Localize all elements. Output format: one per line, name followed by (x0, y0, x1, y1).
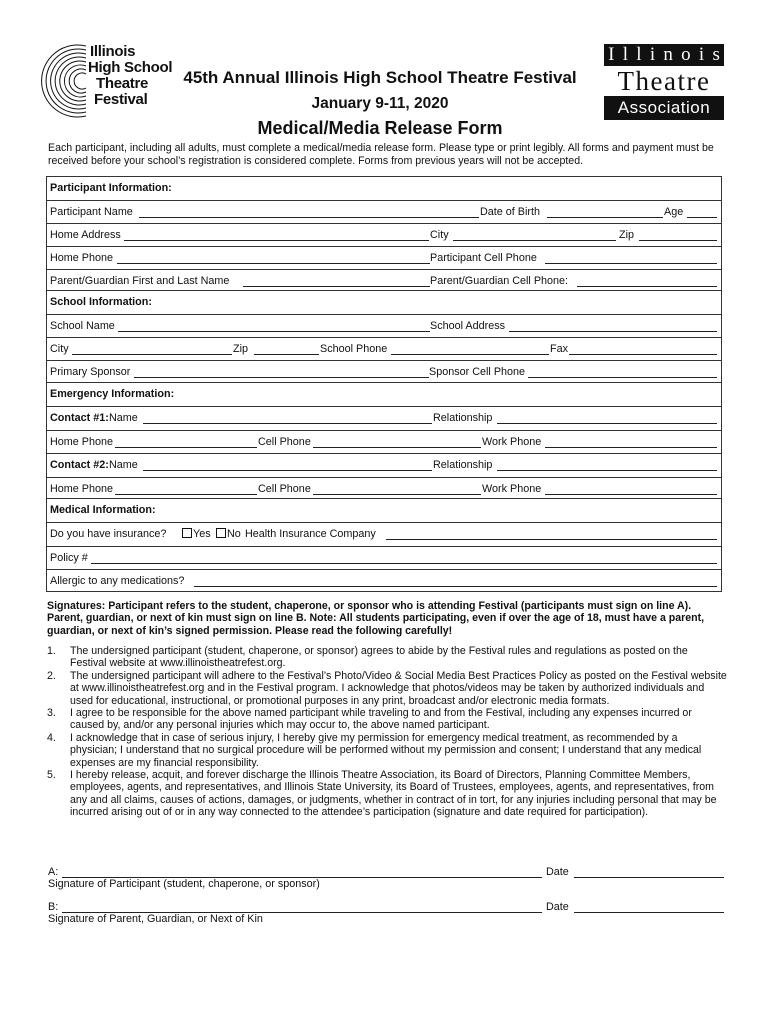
term-item (47, 670, 727, 707)
home-phone-field[interactable] (117, 263, 430, 264)
ita-letter: n (663, 44, 673, 65)
contact1-relationship-label: Relationship (433, 412, 493, 424)
ita-letter: o (681, 44, 691, 65)
contact2-phones-row (47, 477, 721, 500)
sig-b-caption: Signature of Parent, Guardian, or Next of Kin (48, 913, 263, 925)
emergency-header: Emergency Information: (50, 388, 175, 400)
yes-label: Yes (193, 528, 211, 540)
term-item (47, 645, 727, 670)
home-address-label: Home Address (50, 229, 121, 241)
festival-title: 45th Annual Illinois High School Theatre Festival (183, 68, 577, 87)
school-phone-label: School Phone (320, 343, 388, 355)
contact1-name-label: Name (109, 412, 138, 424)
ita-logo-illinois (604, 44, 724, 66)
contact1-phones-row (47, 430, 721, 453)
policy-row (47, 546, 721, 569)
contact1-work-phone-label: Work Phone (482, 436, 542, 448)
term-text: I acknowledge that in case of serious injury, I hereby give my permission for emergency medical treatment, as recommended by a physician; I understand that no surgical procedure will be performed without my permission and consent; I understand that any medical expenses are my financial responsibility. (70, 731, 702, 769)
contact1-home-phone-label: Home Phone (50, 436, 114, 448)
sig-b-prefix: B: (48, 901, 59, 913)
dob-label: Date of Birth (480, 206, 541, 218)
insurance-row (47, 522, 721, 545)
school-address-label: School Address (430, 320, 506, 332)
medical-header-row (47, 499, 721, 522)
guardian-cell-label: Parent/Guardian Cell Phone: (430, 275, 569, 287)
school-name-field[interactable] (118, 331, 430, 332)
participant-section (46, 176, 722, 291)
allergy-label: Allergic to any medications? (50, 575, 185, 587)
zip-label: Zip (619, 229, 634, 241)
term-item (47, 769, 727, 819)
policy-field[interactable] (91, 563, 717, 564)
guardian-cell-field[interactable] (577, 286, 717, 287)
participant-header: Participant Information: (50, 182, 172, 194)
contact1-row (47, 406, 721, 429)
home-address-row (47, 223, 721, 246)
sponsor-cell-field[interactable] (528, 377, 717, 378)
contact2-relationship-field[interactable] (497, 470, 717, 471)
school-zip-field[interactable] (254, 354, 319, 355)
contact2-cell-phone-field[interactable] (313, 494, 481, 495)
ita-letter: l (622, 44, 628, 65)
term-text: I hereby release, acquit, and forever discharge the Illinois Theatre Association, its Board of Directors, Planning Committee Members, employees, agents, and representatives, and Illinois State University, its Board of Trustees, employees, agents, and representatives, from any and all claims, causes of actions, damages, or judgments, whether in contract of in tort, for any injuries including personal that may be incurred arising out of or in any way connected to the attendee’s participation (signature and date required for participation). (70, 769, 717, 819)
term-number: 2. (47, 669, 56, 682)
term-number: 1. (47, 645, 56, 657)
contact2-relationship-label: Relationship (433, 459, 493, 471)
contact1-label: Contact #1: (50, 412, 109, 424)
emergency-header-row (47, 383, 721, 406)
guardian-name-field[interactable] (243, 286, 430, 287)
contact1-relationship-field[interactable] (497, 423, 717, 424)
sig-a-date-label: Date (546, 866, 569, 878)
contact2-cell-phone-label: Cell Phone (258, 483, 311, 495)
sig-a-date-field[interactable] (574, 877, 724, 878)
ita-logo-theatre: Theatre (617, 66, 711, 96)
ita-letter: I (608, 44, 615, 65)
medical-section (46, 498, 722, 592)
school-header-row (47, 291, 721, 314)
sponsor-cell-label: Sponsor Cell Phone (429, 366, 526, 378)
allergy-field[interactable] (194, 586, 717, 587)
form-title: Medical/Media Release Form (257, 118, 503, 138)
insurance-question: Do you have insurance? (50, 528, 167, 540)
school-phone-field[interactable] (391, 354, 549, 355)
insurance-company-label: Health Insurance Company (245, 528, 376, 540)
term-text: I agree to be responsible for the above named participant while traveling to and from the Festival, including any expenses incurred or caused by, and/or any personal injuries which may occur to, the above named participant. (70, 707, 692, 732)
festival-dates: January 9-11, 2020 (311, 95, 449, 112)
contact1-cell-phone-label: Cell Phone (258, 436, 311, 448)
fax-field[interactable] (569, 354, 717, 355)
dob-field[interactable] (547, 217, 663, 218)
term-number: 5. (47, 769, 56, 782)
contact2-row (47, 453, 721, 476)
medical-header: Medical Information: (50, 504, 156, 516)
sig-b-date-label: Date (546, 901, 569, 913)
emergency-section (46, 382, 722, 499)
participant-name-field[interactable] (139, 217, 479, 218)
signatures-instructions: Signatures: Participant refers to the student, chaperone, or sponsor who is attending Festival (participants must sign on line A). Parent, guardian, or next of kin must sign on line B. Note: All students participating, even if over the age of 18, must have a parent, guardian, or next of kin’s signed permission. Please read the following carefully! (47, 600, 705, 637)
zip-field[interactable] (639, 240, 717, 241)
contact1-cell-phone-field[interactable] (313, 447, 481, 448)
logo-line-3: Theatre (96, 75, 149, 92)
logo-line-1: Illinois (90, 43, 136, 60)
yes-checkbox[interactable] (182, 528, 192, 538)
school-name-row (47, 314, 721, 337)
term-item (47, 707, 727, 732)
contact1-name-field[interactable] (143, 423, 432, 424)
contact1-home-phone-field[interactable] (115, 447, 257, 448)
participant-cell-label: Participant Cell Phone (430, 252, 537, 264)
school-name-label: School Name (50, 320, 115, 332)
sponsor-label: Primary Sponsor (50, 366, 131, 378)
policy-label: Policy # (50, 552, 88, 564)
intro-text: Each participant, including all adults, must complete a medical/media release form. Please type or print legibly. All forms and payment must be received before your school’s registration is considered complete. Forms from previous years will not be accepted. (48, 142, 714, 167)
term-item (47, 732, 727, 769)
term-text: The undersigned participant will adhere to the Festival’s Photo/Video & Social Media Best Practices Policy as posted on the Festival website at www.illinoistheatrefest.org and in the Festival program. I acknowledge that photos/videos may be taken by authorized individuals and used for educational, instructional, or promotional purposes in any print, broadcast and/or electronic media formats. (70, 669, 727, 707)
participant-name-label: Participant Name (50, 206, 133, 218)
contact2-name-field[interactable] (143, 470, 432, 471)
fax-label: Fax (550, 343, 568, 355)
sig-a-prefix: A: (48, 866, 59, 878)
contact1-work-phone-field[interactable] (545, 447, 717, 448)
ita-logo-association: Association (604, 96, 724, 120)
no-checkbox[interactable] (216, 528, 226, 538)
ita-logo (604, 44, 724, 120)
logo-line-2: High School (88, 59, 173, 76)
participant-cell-field[interactable] (545, 263, 717, 264)
sig-a-caption: Signature of Participant (student, chaperone, or sponsor) (48, 878, 320, 890)
school-city-field[interactable] (72, 354, 232, 355)
school-section (46, 290, 722, 383)
school-city-label: City (50, 343, 69, 355)
school-zip-label: Zip (233, 343, 248, 355)
participant-header-row (47, 177, 721, 200)
allergy-row (47, 569, 721, 592)
insurance-no-option[interactable] (215, 528, 241, 540)
ita-letter: i (649, 44, 656, 65)
no-label: No (227, 528, 241, 540)
term-number: 3. (47, 707, 56, 720)
term-number: 4. (47, 731, 56, 744)
contact2-label: Contact #2: (50, 459, 109, 471)
ita-letter: s (712, 44, 720, 65)
ita-letter: l (636, 44, 642, 65)
sponsor-row (47, 360, 721, 383)
insurance-company-field[interactable] (386, 539, 717, 540)
home-phone-label: Home Phone (50, 252, 114, 264)
guardian-row (47, 269, 721, 292)
terms-list (47, 645, 727, 819)
age-field[interactable] (687, 217, 717, 218)
contact2-home-phone-label: Home Phone (50, 483, 114, 495)
term-text: The undersigned participant (student, chaperone, or sponsor) agrees to abide by the Festival rules and regulations as posted on the Festival website at www.illinoistheatrefest.org. (70, 645, 688, 670)
contact2-name-label: Name (109, 459, 138, 471)
age-label: Age (664, 206, 684, 218)
city-label: City (430, 229, 449, 241)
contact2-work-phone-label: Work Phone (482, 483, 542, 495)
school-header: School Information: (50, 296, 152, 308)
insurance-yes-option[interactable] (181, 528, 211, 540)
guardian-name-label: Parent/Guardian First and Last Name (50, 275, 230, 287)
contact2-work-phone-field[interactable] (545, 494, 717, 495)
participant-name-row (47, 200, 721, 223)
school-address-field[interactable] (509, 331, 717, 332)
ita-letter: i (698, 44, 705, 65)
contact2-home-phone-field[interactable] (115, 494, 257, 495)
school-city-row (47, 337, 721, 360)
home-phone-row (47, 246, 721, 269)
city-field[interactable] (453, 240, 616, 241)
logo-line-4: Festival (94, 91, 148, 108)
sig-b-date-field[interactable] (574, 912, 724, 913)
home-address-field[interactable] (124, 240, 429, 241)
sponsor-field[interactable] (134, 377, 429, 378)
